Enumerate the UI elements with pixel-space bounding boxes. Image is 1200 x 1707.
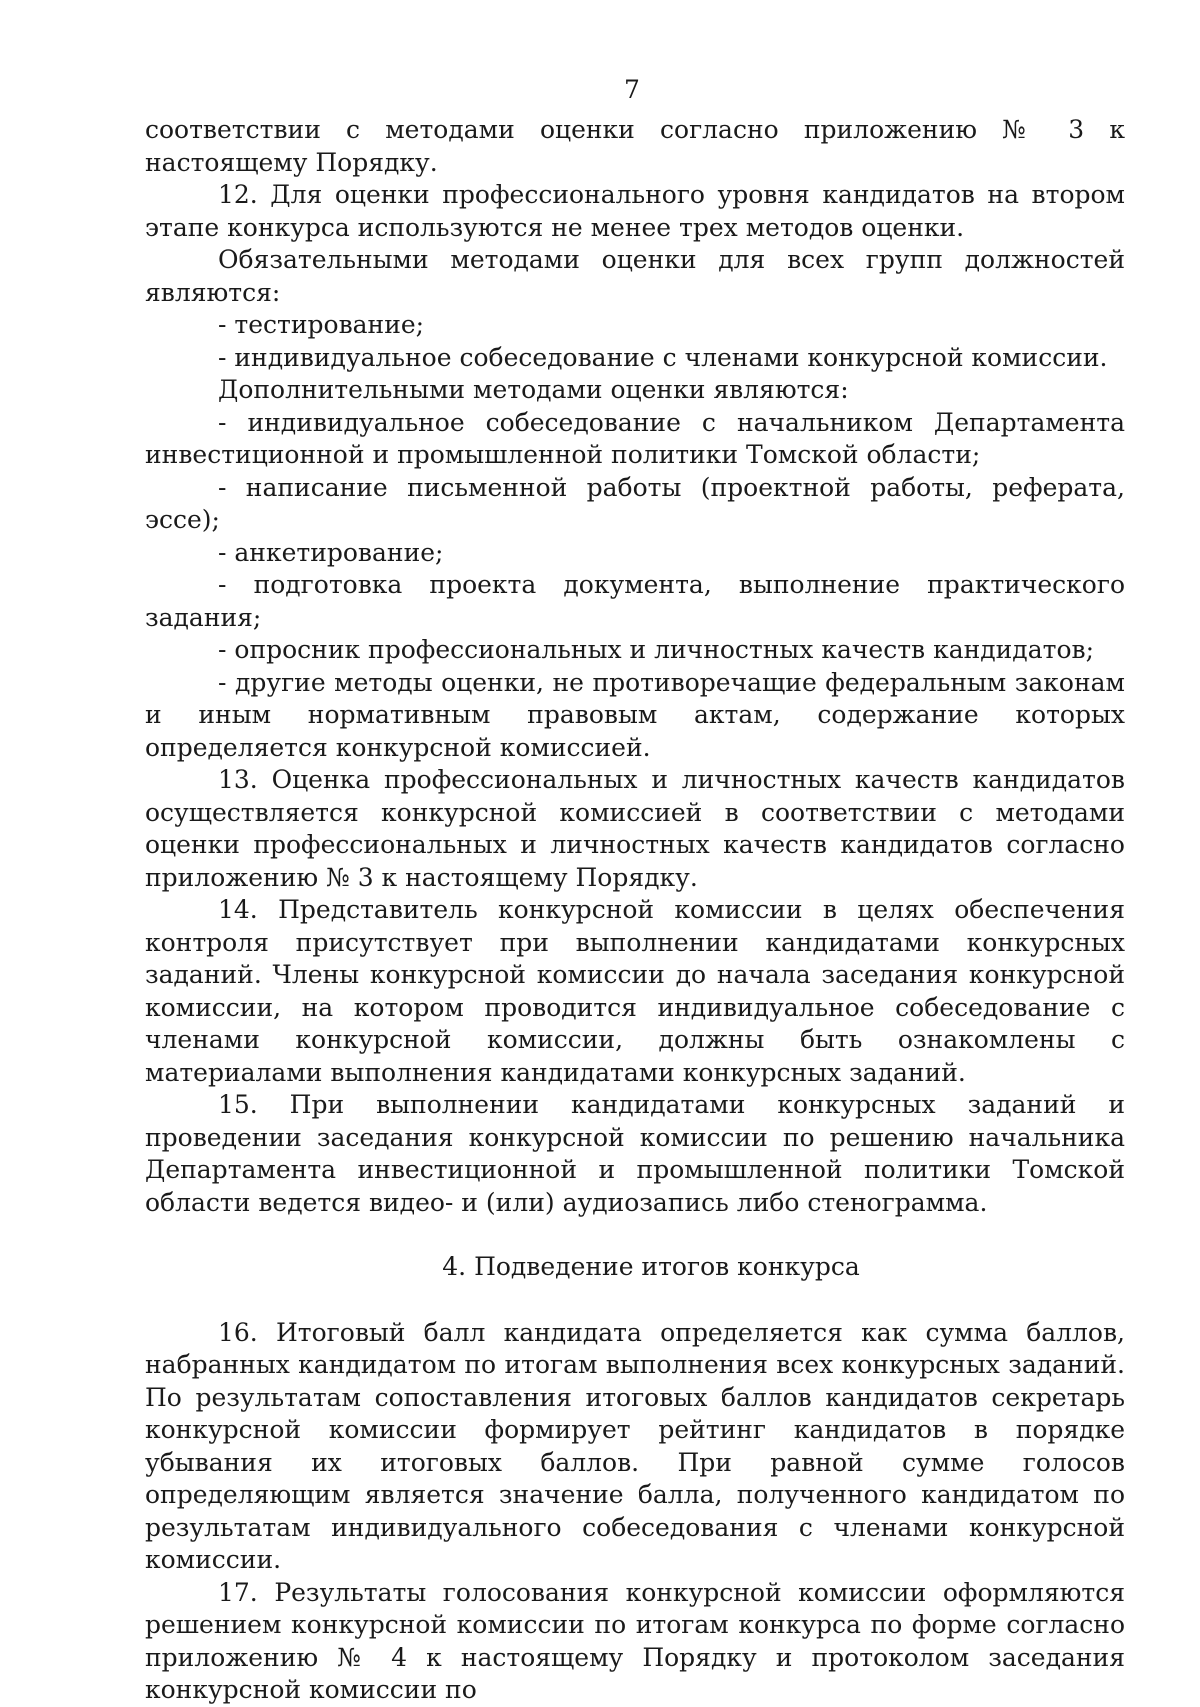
section-heading: 4. Подведение итогов конкурса <box>442 1252 860 1281</box>
list-item-document-draft: - подготовка проекта документа, выполнение практического задания; <box>145 570 1125 632</box>
list-item-other-methods: - другие методы оценки, не противоречащие федеральным законам и иным нормативным правовым актам, содержание которых определяется конкурсной комиссией. <box>145 667 1125 762</box>
paragraph-additional-methods: Дополнительными методами оценки являются: <box>218 375 849 404</box>
paragraph-16: 16. Итоговый балл кандидата определяется как сумма баллов, набранных кандидатом по итогам выполнения всех конкурсных заданий. По результатам сопоставления итоговых баллов кандидатов секретарь конкурсной комиссии формирует рейтинг кандидатов в порядке убывания их итоговых баллов. При равной сумме голосов определяющим является значение балла, полученного кандидатом по результатам индивидуального собеседования с членами конкурсной комиссии. <box>145 1317 1125 1574</box>
paragraph-13: 13. Оценка профессиональных и личностных качеств кандидатов осуществляется конкурсной комиссией в соответствии с методами оценки профессиональных и личностных качеств кандидатов согласно приложению № 3 к настоящему Порядку. <box>145 765 1125 892</box>
paragraph-continuation: соответствии с методами оценки согласно приложению № 3 к настоящему Порядку. <box>145 115 1125 177</box>
list-item-interview-commission: - индивидуальное собеседование с членами конкурсной комиссии. <box>218 342 1108 372</box>
list-item-interview-head: - индивидуальное собеседование с начальником Департамента инвестиционной и промышленной политики Томской области; <box>145 407 1125 469</box>
paragraph-12: 12. Для оценки профессионального уровня кандидатов на втором этапе конкурса используются не менее трех методов оценки. <box>145 180 1125 242</box>
page-number: 7 <box>624 75 640 104</box>
list-item-questionnaire: - анкетирование; <box>218 537 444 567</box>
list-item-written-work: - написание письменной работы (проектной работы, реферата, эссе); <box>145 472 1125 534</box>
paragraph-mandatory-methods: Обязательными методами оценки для всех групп должностей являются: <box>145 245 1125 307</box>
list-item-qualities-survey: - опросник профессиональных и личностных качеств кандидатов; <box>218 635 1094 664</box>
document-body <box>145 114 1125 1707</box>
paragraph-15: 15. При выполнении кандидатами конкурсных заданий и проведении заседания конкурсной комиссии по решению начальника Департамента инвестиционной и промышленной политики Томской области ведется видео- и (или) аудиозапись либо стенограмма. <box>145 1090 1125 1217</box>
paragraph-17: 17. Результаты голосования конкурсной комиссии оформляются решением конкурсной комиссии по итогам конкурса по форме согласно приложению № 4 к настоящему Порядку и протоколом заседания конкурсной комиссии по <box>145 1577 1125 1704</box>
list-item-testing: - тестирование; <box>218 310 425 339</box>
paragraph-14: 14. Представитель конкурсной комиссии в целях обеспечения контроля присутствует при выполнении кандидатами конкурсных заданий. Члены конкурсной комиссии до начала заседания конкурсной комиссии, на котором проводится индивидуальное собеседование с членами конкурсной комиссии, должны быть ознакомлены с материалами выполнения кандидатами конкурсных заданий. <box>145 895 1125 1087</box>
